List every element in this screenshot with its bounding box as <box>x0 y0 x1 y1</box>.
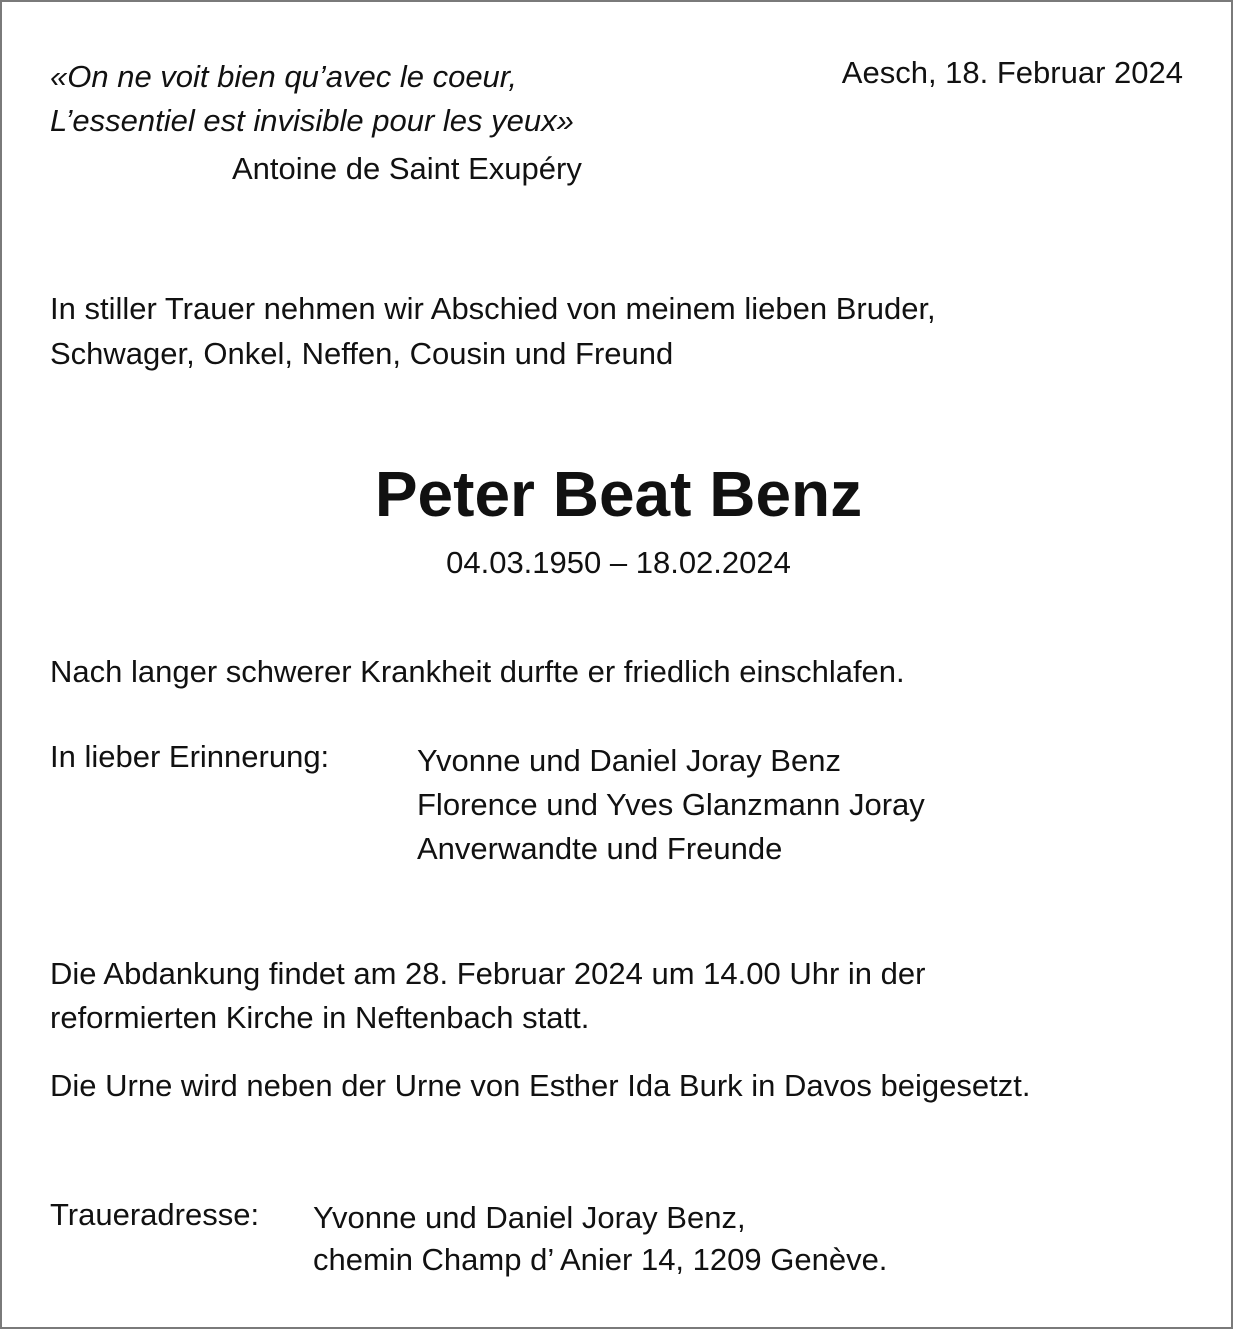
intro-text <box>50 286 936 376</box>
intro-line: Schwager, Onkel, Neffen, Cousin und Freund <box>50 336 674 371</box>
service-line: reformierten Kirche in Neftenbach statt. <box>50 1000 590 1035</box>
mourner-name: Yvonne und Daniel Joray Benz <box>417 743 841 778</box>
address-label: Traueradresse: <box>50 1197 260 1232</box>
address-line: chemin Champ d’ Anier 14, 1209 Genève. <box>313 1242 888 1277</box>
quote-author: Antoine de Saint Exupéry <box>232 151 582 186</box>
quote-line: «On ne voit bien qu’avec le coeur, <box>50 59 518 94</box>
place-date: Aesch, 18. Februar 2024 <box>841 55 1183 90</box>
address-lines <box>313 1197 887 1281</box>
memory-names <box>417 739 925 871</box>
quote-line: L’essentiel est invisible pour les yeux» <box>50 103 574 138</box>
mourner-name: Anverwandte und Freunde <box>417 831 783 866</box>
intro-line: In stiller Trauer nehmen wir Abschied von meinem lieben Bruder, <box>50 291 936 326</box>
memory-label: In lieber Erinnerung: <box>50 739 330 774</box>
quote <box>50 55 574 143</box>
address-line: Yvonne und Daniel Joray Benz, <box>313 1200 746 1235</box>
mourner-name: Florence und Yves Glanzmann Joray <box>417 787 925 822</box>
life-dates: 04.03.1950 – 18.02.2024 <box>446 545 791 580</box>
urn-text: Die Urne wird neben der Urne von Esther Ida Burk in Davos beigesetzt. <box>50 1068 1031 1103</box>
service-text <box>50 952 925 1040</box>
passing-text: Nach langer schwerer Krankheit durfte er friedlich einschlafen. <box>50 654 905 689</box>
deceased-name: Peter Beat Benz <box>374 458 863 530</box>
service-line: Die Abdankung findet am 28. Februar 2024 um 14.00 Uhr in der <box>50 956 926 991</box>
